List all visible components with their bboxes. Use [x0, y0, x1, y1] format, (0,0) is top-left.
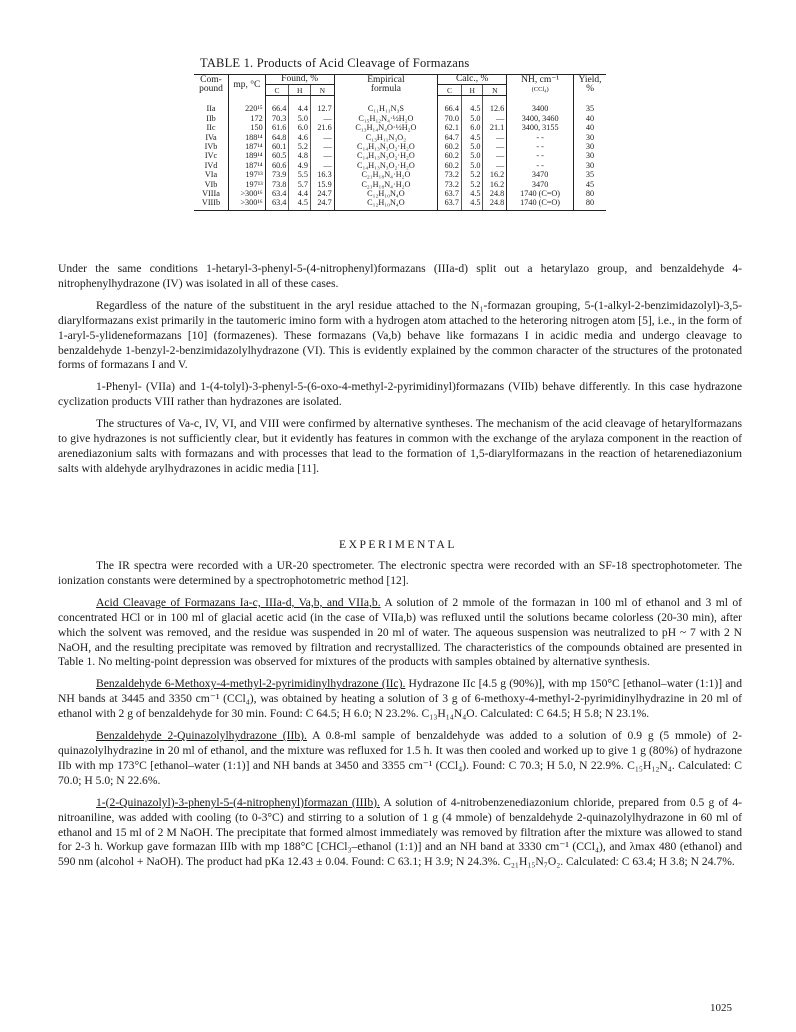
cell-fN: — — [310, 151, 334, 160]
header-calc-c: C — [438, 85, 462, 96]
header-formula: Empirical formula — [334, 75, 438, 96]
cell-compound: IIa — [206, 103, 216, 113]
cell-mp: >300¹⁶ — [229, 198, 266, 210]
cell-formula: C₂₁H₁₈N₄·H₂O — [334, 180, 438, 189]
cell-fH: 5.2 — [289, 142, 311, 151]
cell-fC: 60.6 — [265, 161, 289, 170]
cell-mp: 187¹⁴ — [229, 142, 266, 151]
cell-nh: 3400, 3460 — [507, 114, 574, 123]
table-container — [194, 74, 606, 211]
cell-nh: 1740 (C=O) — [507, 189, 574, 198]
cell-compound: VIa — [204, 170, 218, 180]
cell-cH: 5.0 — [461, 114, 483, 123]
cell-fN: 15.9 — [310, 180, 334, 189]
table-row — [194, 180, 606, 189]
cell-cN: — — [483, 161, 507, 170]
cell-yield: 80 — [574, 189, 606, 198]
cell-compound: IVc — [204, 151, 218, 161]
cell-formula: C₁₄H₁₃N₃O₂·H₂O — [334, 142, 438, 151]
paragraph-8: Benzaldehyde 2-Quinazolylhydrazone (IIb). A 0.8-ml sample of benzaldehyde was added to a solution of 0.9 g (5 mmole) of 2-quinazolylhydrazine in 20 ml of ethanol, and the mixture was refluxed for 1.5 h. It was then cooled and worked up to give 1 g (80%) of hydrazone IIb with mp 173°C [ethanol–water (1:1)] and NH bands at 3450 and 3355 cm⁻¹ (CCl₄). Found: C 70.3; H 5.0, N 22.9%. C₁₅H₁₂N₄. Calculated: C 70.0; H 5.0; N 22.6%. — [58, 729, 742, 787]
body-text-upper — [58, 262, 742, 477]
body-text-experimental — [58, 559, 742, 870]
cell-formula: C₁₃H₁₄N₄O·½H₂O — [334, 123, 438, 132]
cell-cH: 4.5 — [461, 198, 483, 210]
cell-compound: IVa — [205, 132, 217, 142]
cell-compound: IVd — [204, 160, 218, 170]
cell-cC: 60.2 — [438, 142, 462, 151]
cell-mp: 188¹⁴ — [229, 133, 266, 142]
cell-compound: IIc — [206, 123, 216, 133]
cell-fN: — — [310, 142, 334, 151]
cell-cC: 63.7 — [438, 189, 462, 198]
cell-nh: 3470 — [507, 180, 574, 189]
cell-compound: VIIIb — [194, 198, 229, 210]
cell-cC: 70.0 — [438, 114, 462, 123]
cell-cH: 5.0 — [461, 151, 483, 160]
cell-formula: C₁₄H₁₃N₃O₂·H₂O — [334, 151, 438, 160]
cell-cH: 4.5 — [461, 96, 483, 114]
header-yield: Yield, % — [574, 75, 606, 96]
header-nh: NH, cm⁻¹ (CCl₄) — [507, 75, 574, 96]
page-number: 1025 — [710, 1002, 732, 1014]
cell-cC: 64.7 — [438, 133, 462, 142]
cell-cN: — — [483, 133, 507, 142]
paragraph-3: 1-Phenyl- (VIIa) and 1-(4-tolyl)-3-phenyl-5-(6-oxo-4-methyl-2-pyrimidinyl)formazans (VIIb) behave differently. In this case hydrazone cyclization products VIII rather than hydrazones are isolated. — [58, 380, 742, 409]
cell-cH: 5.2 — [461, 180, 483, 189]
cell-cC: 60.2 — [438, 151, 462, 160]
cell-formula: C₁₄H₁₃N₃O₂·H₂O — [334, 161, 438, 170]
cell-formula: C₁₂H₁₀N₄O — [334, 198, 438, 210]
cell-yield: 30 — [574, 161, 606, 170]
cell-yield: 40 — [574, 114, 606, 123]
products-table — [194, 74, 606, 211]
cell-fH: 6.0 — [289, 123, 311, 132]
cell-compound: VIb — [204, 179, 218, 189]
cell-fC: 64.8 — [265, 133, 289, 142]
cell-fN: 24.7 — [310, 189, 334, 198]
cell-yield: 30 — [574, 151, 606, 160]
section-title-iib: Benzaldehyde 2-Quinazolylhydrazone (IIb). — [96, 729, 307, 743]
cell-cN: 16.2 — [483, 170, 507, 179]
header-calc: Calc., % — [438, 75, 507, 85]
paragraph-5: The IR spectra were recorded with a UR-20 spectrometer. The electronic spectra were recorded with an SF-18 spectrophotometer. The ionization constants were determined by a spectrophotometric method [12]. — [58, 559, 742, 587]
cell-mp: 150 — [229, 123, 266, 132]
cell-cH: 6.0 — [461, 123, 483, 132]
cell-fH: 4.4 — [289, 96, 311, 114]
cell-formula: C₁₅H₁₂N₄·½H₂O — [334, 114, 438, 123]
table-row — [194, 198, 606, 210]
paragraph-1: Under the same conditions 1-hetaryl-3-phenyl-5-(4-nitrophenyl)formazans (IIIa-d) split out a hetarylazo group, and benzaldehyde 4-nitrophenylhydrazone (IV) was isolated in all of these cases. — [58, 262, 742, 290]
header-calc-h: H — [461, 85, 483, 96]
cell-fC: 63.4 — [265, 189, 289, 198]
table-title: TABLE 1. Products of Acid Cleavage of Formazans — [200, 56, 470, 70]
cell-formula: C₁₁H₁₁N₃S — [334, 96, 438, 114]
table-row — [194, 170, 606, 179]
cell-nh: - - — [507, 142, 574, 151]
table-row — [194, 123, 606, 132]
header-mp: mp, °C — [229, 75, 266, 96]
header-found-c: C — [265, 85, 289, 96]
cell-nh: - - — [507, 161, 574, 170]
cell-cN: — — [483, 114, 507, 123]
cell-cN: 24.8 — [483, 198, 507, 210]
cell-cC: 66.4 — [438, 96, 462, 114]
paragraph-4: The structures of Va-c, IV, VI, and VIII were confirmed by alternative syntheses. The mechanism of the acid cleavage of hetarylformazans to give hydrazones is not sufficiently clear, but it evidently has features in common with the exchange of the arylaza component in the reaction of arenediazonium salts with formazans and with processes that lead to the formation of 1,5-diarylformazans in the reaction of hetarenediazonium salts with aldehyde arylhydrazones in acidic media [11]. — [58, 417, 742, 475]
cell-fH: 4.9 — [289, 161, 311, 170]
cell-fC: 61.6 — [265, 123, 289, 132]
cell-cH: 4.5 — [461, 189, 483, 198]
cell-cN: — — [483, 151, 507, 160]
cell-yield: 30 — [574, 142, 606, 151]
cell-nh: 3400 — [507, 96, 574, 114]
cell-fC: 60.5 — [265, 151, 289, 160]
cell-fH: 5.7 — [289, 180, 311, 189]
cell-cC: 73.2 — [438, 180, 462, 189]
cell-cN: — — [483, 142, 507, 151]
section-title-acid-cleavage: Acid Cleavage of Formazans Ia-c, IIIa-d, Va,b, and VIIa,b. — [96, 595, 381, 609]
cell-cH: 5.0 — [461, 161, 483, 170]
cell-nh: 1740 (C=O) — [507, 198, 574, 210]
cell-cC: 63.7 — [438, 198, 462, 210]
cell-mp: 187¹⁴ — [229, 161, 266, 170]
cell-fN: — — [310, 161, 334, 170]
cell-compound: VIIIa — [202, 189, 220, 199]
cell-nh: 3470 — [507, 170, 574, 179]
cell-mp: 197¹³ — [229, 180, 266, 189]
header-found-n: N — [310, 85, 334, 96]
table-row — [194, 114, 606, 123]
cell-mp: >300¹⁶ — [229, 189, 266, 198]
cell-fN: 16.3 — [310, 170, 334, 179]
cell-fC: 66.4 — [265, 96, 289, 114]
cell-yield: 35 — [574, 96, 606, 114]
cell-fN: 21.6 — [310, 123, 334, 132]
cell-fC: 70.3 — [265, 114, 289, 123]
cell-cC: 62.1 — [438, 123, 462, 132]
table-row — [194, 142, 606, 151]
cell-fH: 5.5 — [289, 170, 311, 179]
cell-mp: 172 — [229, 114, 266, 123]
cell-nh: 3400, 3155 — [507, 123, 574, 132]
cell-fC: 73.8 — [265, 180, 289, 189]
section-title-iic: Benzaldehyde 6-Methoxy-4-methyl-2-pyrimidinylhydrazone (IIc). — [96, 677, 406, 691]
cell-cH: 5.2 — [461, 170, 483, 179]
cell-fN: — — [310, 114, 334, 123]
cell-fN: 12.7 — [310, 96, 334, 114]
paragraph-7: Benzaldehyde 6-Methoxy-4-methyl-2-pyrimidinylhydrazone (IIc). Hydrazone IIc [4.5 g (90%)], with mp 150°C [ethanol–water (1:1)] and NH bands at 3445 and 3350 cm⁻¹ (CCl₄), was obtained by heating a solution of 3 g of 6-methoxy-4-methyl-2-pyrimidinylhydrazine in 20 ml of ethanol with 2 g of benzaldehyde for 30 min. Found: C 64.5; H 6.0; N 23.2%. C₁₃H₁₄N₄O. Calculated: C 64.5; H 5.8; N 23.1%. — [58, 677, 742, 721]
cell-cC: 60.2 — [438, 161, 462, 170]
cell-cN: 12.6 — [483, 96, 507, 114]
cell-fH: 4.5 — [289, 198, 311, 210]
table-row — [194, 161, 606, 170]
section-title-iiib: 1-(2-Quinazolyl)-3-phenyl-5-(4-nitrophenyl)formazan (IIIb). — [96, 795, 380, 809]
cell-cC: 73.2 — [438, 170, 462, 179]
cell-compound: IIb — [206, 113, 216, 123]
cell-fH: 4.4 — [289, 189, 311, 198]
header-found-h: H — [289, 85, 311, 96]
table-row — [194, 96, 606, 114]
paragraph-6: Acid Cleavage of Formazans Ia-c, IIIa-d, Va,b, and VIIa,b. A solution of 2 mmole of the formazan in 100 ml of ethanol and 3 ml of concentrated HCl or in 100 ml of glacial acetic acid (in the case of VIIa,b) was refluxed until the solutions became colorless (20-30 min), after which the solvent was removed, and the residue was suspended in 20 ml of water. The aqueous suspension was neutralized to pH ~ 7 with 2 N NaOH, and the resulting precipitate was removed by filtration and recrystallized. The characteristics of the compounds obtained are presented in Table 1. No melting-point depression was observed for mixtures of the products with samples obtained by alternative synthesis. — [58, 595, 742, 669]
table-body — [194, 96, 606, 210]
cell-fC: 60.1 — [265, 142, 289, 151]
cell-cN: 16.2 — [483, 180, 507, 189]
cell-formula: C₁₂H₁₀N₄O — [334, 189, 438, 198]
cell-yield: 45 — [574, 180, 606, 189]
cell-nh: - - — [507, 133, 574, 142]
header-calc-n: N — [483, 85, 507, 96]
header-found: Found, % — [265, 75, 334, 85]
header-compound: Com- pound — [194, 75, 229, 96]
cell-cH: 5.0 — [461, 142, 483, 151]
cell-fN: — — [310, 133, 334, 142]
paragraph-9: 1-(2-Quinazolyl)-3-phenyl-5-(4-nitrophenyl)formazan (IIIb). A solution of 4-nitrobenzenediazonium chloride, prepared from 0.5 g of 4-nitroaniline, was added with cooling (to 0-3°C) and stirring to a solution of 1 g (4 mmole) of benzaldehyde 2-quinazolylhydrazone in 60 ml of ethanol and 15 ml of 2 M NaOH. The precipitate that formed almost immediately was removed by filtration after the mixture was allowed to stand for 2-3 h. Workup gave formazan IIIb with mp 188°C [CHCl₃–ethanol (1:1)] and an NH band at 3330 cm⁻¹ (CCl₄), and λmax 480 (ethanol) and 590 nm (alcohol + NaOH). The product had pKa 12.43 ± 0.04. Found: C 63.1; H 3.9; N 24.3%. C₂₁H₁₅N₇O₂. Calculated: C 63.4; H 3.8; N 24.7%. — [58, 795, 742, 869]
experimental-heading: EXPERIMENTAL — [339, 538, 457, 551]
cell-fN: 24.7 — [310, 198, 334, 210]
cell-yield: 80 — [574, 198, 606, 210]
cell-yield: 35 — [574, 170, 606, 179]
cell-fH: 4.6 — [289, 133, 311, 142]
cell-yield: 30 — [574, 133, 606, 142]
cell-mp: 220¹⁵ — [229, 96, 266, 114]
cell-fH: 5.0 — [289, 114, 311, 123]
cell-fH: 4.8 — [289, 151, 311, 160]
cell-formula: C₂₁H₁₈N₄·H₂O — [334, 170, 438, 179]
cell-yield: 40 — [574, 123, 606, 132]
cell-mp: 197¹³ — [229, 170, 266, 179]
cell-mp: 189¹⁴ — [229, 151, 266, 160]
table-row — [194, 151, 606, 160]
table-row — [194, 133, 606, 142]
cell-cN: 21.1 — [483, 123, 507, 132]
cell-fC: 73.9 — [265, 170, 289, 179]
cell-formula: C₁₃H₁₁N₃O₂ — [334, 133, 438, 142]
table-row — [194, 189, 606, 198]
cell-fC: 63.4 — [265, 198, 289, 210]
cell-nh: - - — [507, 151, 574, 160]
cell-cN: 24.8 — [483, 189, 507, 198]
cell-compound: IVb — [204, 142, 218, 152]
paragraph-2: Regardless of the nature of the substituent in the aryl residue attached to the N₁-formazan grouping, 5-(1-alkyl-2-benzimidazolyl)-3,5-diarylformazans exist primarily in the tautomeric imino form with a hydrogen atom attached to the heteroring nitrogen atom [5], i.e., in the form of 1-aryl-5-ylideneformazans [10] (formazenes). These formazans (Va,b) behave like formazans I in acidic media and undergo cleavage to benzaldehyde 1-benzyl-2-benzimidazolylhydrazone (VI). This is evidently explained by the common character of the structures of the protonated forms of formazans I and V. — [58, 298, 742, 372]
cell-cH: 4.5 — [461, 133, 483, 142]
